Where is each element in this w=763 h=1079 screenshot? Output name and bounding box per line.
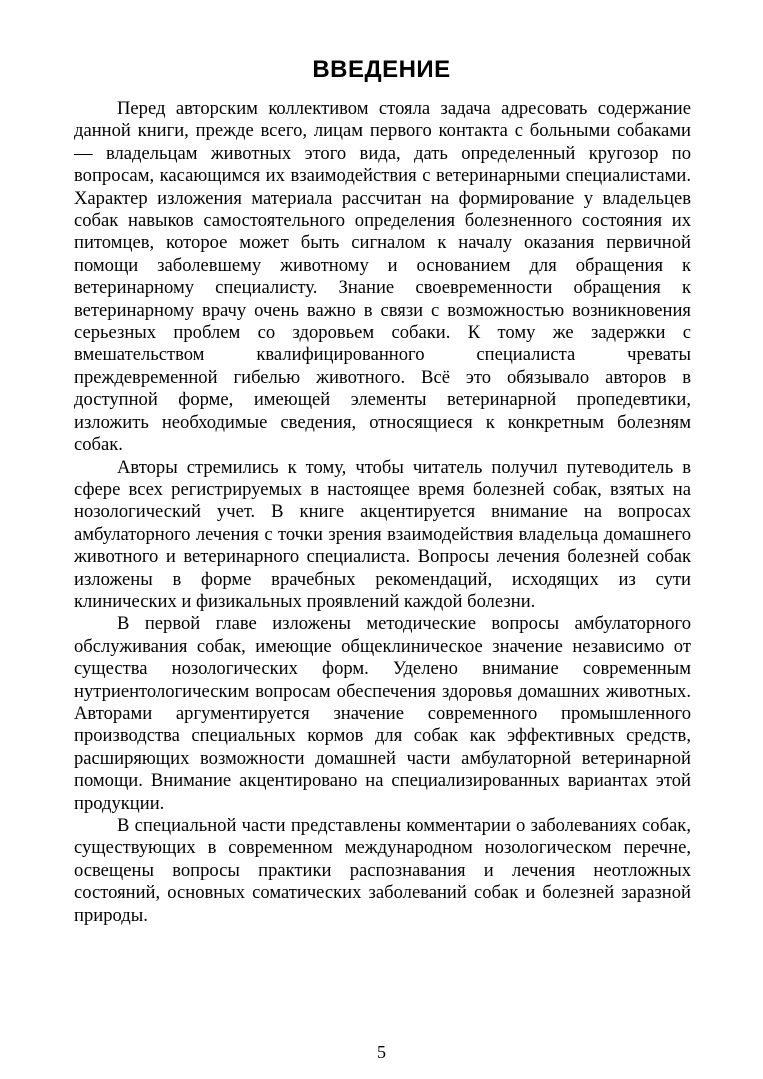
paragraph-2: Авторы стремились к тому, чтобы читатель получил путеводитель в сфере всех регистрируемых в настоящее время болезней собак, взятых на нозологический учет. В книге акцентируется внимание на вопросах амбулаторного лечения с точки зрения взаимодействия владельца домашнего животного и ветеринарного специалиста. Вопросы лечения болезней собак изложены в форме врачебных рекомендаций, исходящих из сути клинических и физикальных проявлений каждой болезни. <box>74 456 691 612</box>
body-text <box>74 98 691 927</box>
page-number: 5 <box>377 1042 386 1062</box>
paragraph-4: В специальной части представлены комментарии о заболеваниях собак, существующих в современном международном нозологическом перечне, освещены вопросы практики распознавания и лечения неотложных состояний, основных соматических заболеваний собак и болезней заразной природы. <box>74 815 691 926</box>
page-title: ВВЕДЕНИЕ <box>312 56 451 83</box>
paragraph-3: В первой главе изложены методические вопросы амбулаторного обслуживания собак, имеющие общеклиническое значение независимо от существа нозологических форм. Уделено внимание современным нутриентологическим вопросам обеспечения здоровья домашних животных. Авторами аргументируется значение современного промышленного производства специальных кормов для собак как эффективных средств, расширяющих возможности домашней части амбулаторной ветеринарной помощи. Внимание акцентировано на специализированных вариантах этой продукции. <box>74 613 691 814</box>
paragraph-1: Перед авторским коллективом стояла задача адресовать содержание данной книги, прежде всего, лицам первого контакта с больными собаками — владельцам животных этого вида, дать определенный кругозор по вопросам, касающимся их взаимодействия с ветеринарными специалистами. Характер изложения материала рассчитан на формирование у владельцев собак навыков самостоятельного определения болезненного состояния их питомцев, которое может быть сигналом к началу оказания первичной помощи заболевшему животному и основанием для обращения к ветеринарному специалисту. Знание своевременности обращения к ветеринарному врачу очень важно в связи с возможностью возникновения серьезных проблем со здоровьем собаки. К тому же задержки с вмешательством квалифицированного специалиста чреваты преждевременной гибелью животного. Всё это обязывало авторов в доступной форме, имеющей элементы ветеринарной пропедевтики, изложить необходимые сведения, относящиеся к конкретным болезням собак. <box>74 98 691 456</box>
